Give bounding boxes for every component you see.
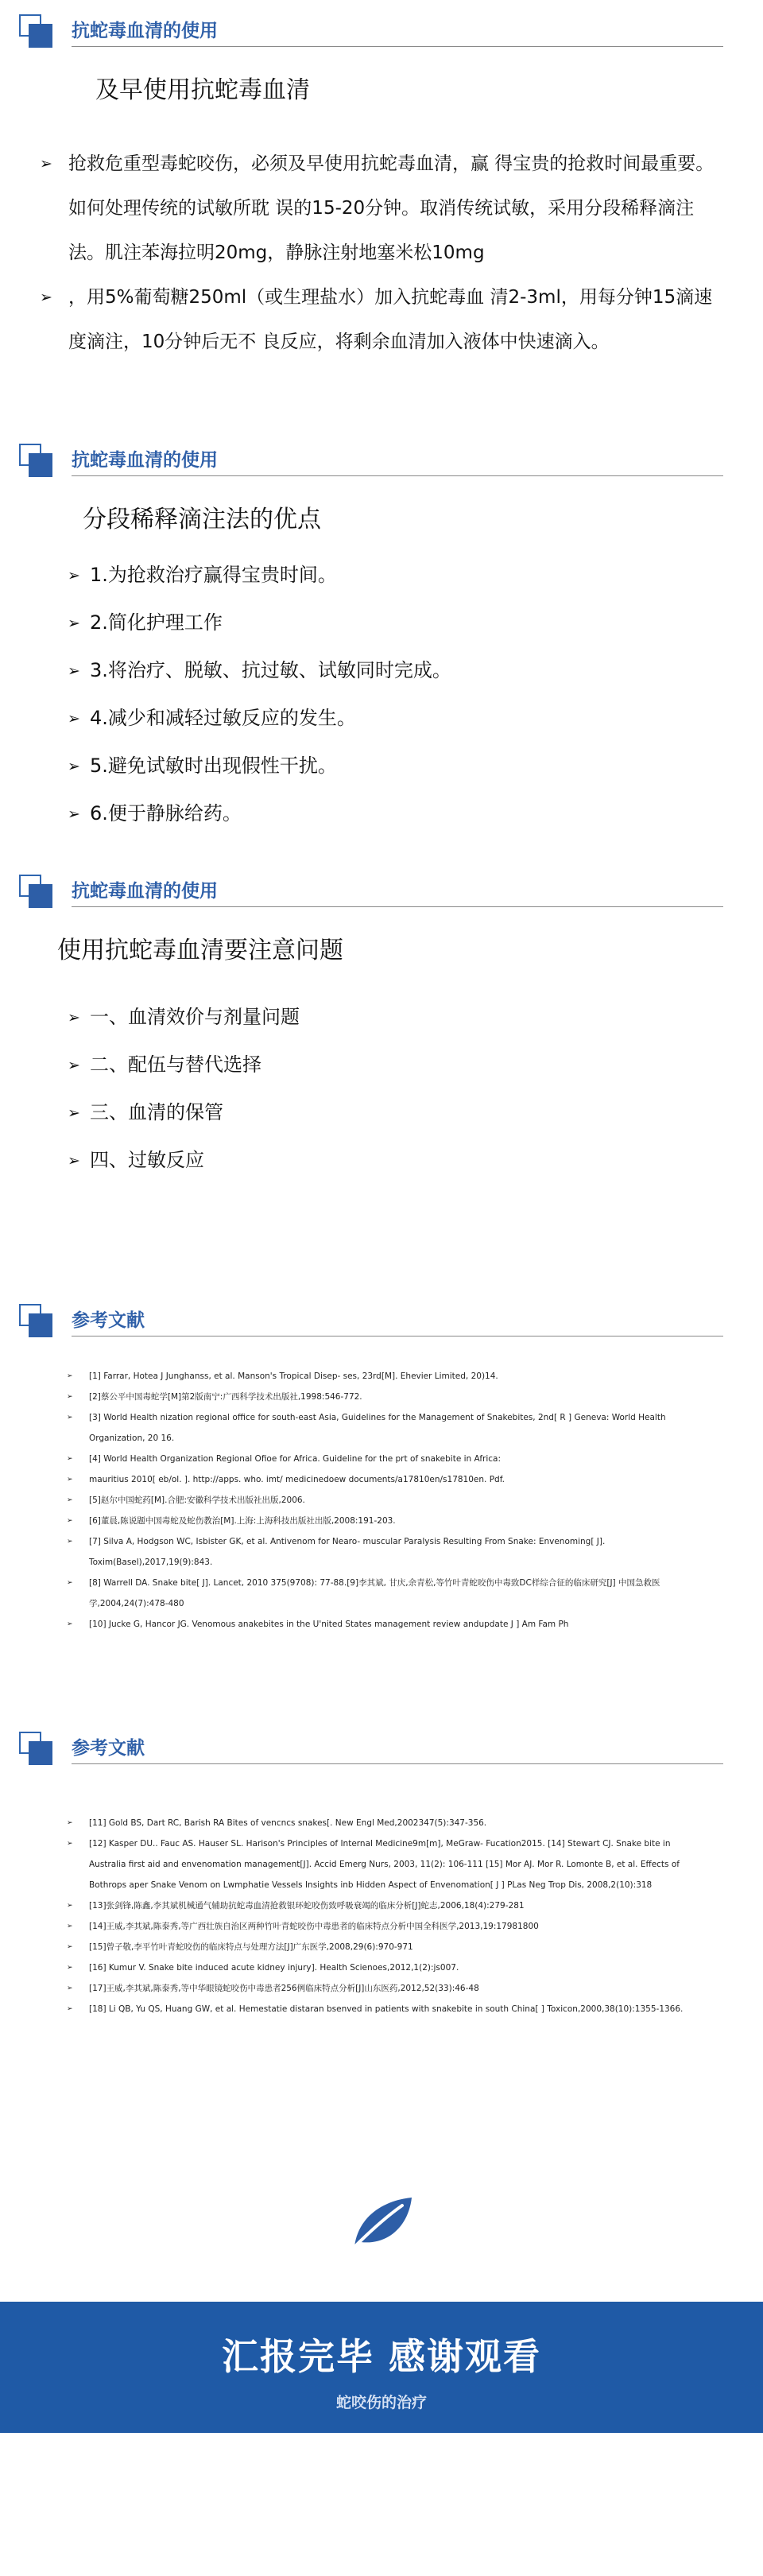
reference-item <box>67 1895 703 1916</box>
section-header <box>19 1304 718 1339</box>
arrow-bullet-icon: ➢ <box>68 758 80 775</box>
reference-text: [1] Farrar, Hotea J Junghanss, et al. Manson's Tropical Disep- ses, 23rd[M]. Ehevier Limited, 20)14. <box>89 1371 498 1381</box>
leaf-icon <box>350 2194 413 2250</box>
arrow-bullet-icon: ➢ <box>67 1922 73 1930</box>
slide-3 <box>0 875 763 1208</box>
slide-5 <box>0 1732 763 2145</box>
reference-text: [17]王威,李其斌,陈泰秀,等中华眼镜蛇咬伤中毒患者256例临床特点分析[J]山东医药,2012,52(33):46-48 <box>89 1984 479 1993</box>
arrow-bullet-icon: ➢ <box>67 1372 73 1380</box>
reference-text: [6]董晨,陈说题中国毒蛇及蛇伤教治[M].上海:上海科技出版社出版,2008:191-203. <box>89 1516 396 1526</box>
header-square-filled <box>29 24 52 48</box>
list-item-text: 三、血清的保管 <box>90 1101 223 1123</box>
arrow-bullet-icon: ➢ <box>67 1984 73 1992</box>
arrow-bullet-icon: ➢ <box>67 1393 73 1401</box>
list-item-text: 一、血清效价与剂量问题 <box>90 1006 300 1028</box>
arrow-bullet-icon: ➢ <box>68 1104 80 1122</box>
reference-text: [11] Gold BS, Dart RC, Barish RA Bites of vencncs snakes[. New Engl Med,2002347(5):347-356. <box>89 1818 487 1828</box>
arrow-bullet-icon: ➢ <box>40 155 52 173</box>
list-item-text: 2.简化护理工作 <box>90 611 223 634</box>
arrow-bullet-icon: ➢ <box>67 1414 73 1422</box>
reference-text: [13]张剑锋,陈鑫,李其斌机械通气辅助抗蛇毒血清抢救银环蛇咬伤致呼吸衰竭的临床分析[J]蛇志,2006,18(4):279-281 <box>89 1901 525 1911</box>
arrow-bullet-icon: ➢ <box>68 662 80 680</box>
reference-item <box>67 1511 703 1531</box>
list-item <box>68 800 451 848</box>
header-square-filled <box>29 453 52 477</box>
list-item-text: 二、配伍与替代选择 <box>90 1053 261 1076</box>
reference-text: [7] Silva A, Hodgson WC, Isbister GK, et al. Antivenom for Nearo- muscular Paralysis Resulting From Snake: Envenoming[ J]. Toxim(Basel),2017,19(9):843. <box>89 1537 606 1567</box>
header-title: 参考文献 <box>72 1738 145 1759</box>
reference-text: mauritius 2010[ eb/ol. ]. http://apps. who. imt/ medicinedoew documents/a17810en/s17810en. Pdf. <box>89 1475 505 1484</box>
header-square-filled <box>29 884 52 908</box>
arrow-bullet-icon: ➢ <box>67 1964 73 1972</box>
closing-title: 汇报完毕 感谢观看 <box>221 2335 541 2378</box>
header-title: 抗蛇毒血清的使用 <box>72 881 218 902</box>
paragraph-text: ，用5%葡萄糖250ml（或生理盐水）加入抗蛇毒血 清2-3ml，用每分钟15滴速度滴注，10分钟后无不 良反应，将剩余血清加入液体中快速滴入。 <box>68 287 713 352</box>
list-item <box>68 1051 300 1099</box>
slide-subtitle: 分段稀释滴注法的优点 <box>83 506 321 533</box>
header-title: 抗蛇毒血清的使用 <box>72 450 218 471</box>
header-rule <box>72 46 723 47</box>
reference-text: [4] World Health Organization Regional Ofioe for Africa. Guideline for the prt of snakebite in Africa: <box>89 1454 502 1464</box>
slide-2 <box>0 444 763 841</box>
reference-text: [5]赵尔中国蛇药[M].合肥:安徽科学技术出版社出版,2006. <box>89 1496 305 1505</box>
reference-item <box>67 1407 703 1449</box>
list-item <box>68 704 451 752</box>
list-item <box>68 657 451 704</box>
reference-list <box>67 1366 703 1635</box>
header-rule <box>72 906 723 907</box>
reference-text: [3] World Health nization regional office for south-east Asia, Guidelines for the Management of Snakebites, 2nd[ R ] Geneva: World Health Organization, 20 16. <box>89 1413 666 1443</box>
reference-item <box>67 1387 703 1407</box>
arrow-bullet-icon: ➢ <box>67 1455 73 1463</box>
arrow-bullet-icon: ➢ <box>40 289 52 306</box>
reference-text: [8] Warrell DA. Snake bite[ J]. Lancet, 2010 375(9708): 77-88.[9]李其斌, 甘庆,余青松,等竹叶青蛇咬伤中毒致DC样综合征的临床研究[J] 中国急救医学,2004,24(7):478-480 <box>89 1578 660 1608</box>
reference-item <box>67 1978 703 1999</box>
issue-list <box>68 1003 300 1194</box>
list-item <box>68 1003 300 1051</box>
reference-text: [12] Kasper DU.. Fauc AS. Hauser SL. Harison's Principles of Internal Medicine9m[m], MeGraw- Fucation2015. [14] Stewart CJ. Snake bite in Australia first aid and envenomation management[J]. Accid Emerg Nurs, 2003, 11(2): 106-111 [15] Mor AJ. Mor R. Lomonte B, et al. Effects of Bothrops aper Snake Venom on Lwmphatie Vessels Insights inb Hidden Aspect of Envenomation[ J ] PLas Neg Trop Dis, 2008,2(10):318 <box>89 1839 680 1890</box>
arrow-bullet-icon: ➢ <box>68 567 80 584</box>
list-item-text: 四、过敏反应 <box>90 1149 204 1171</box>
list-item <box>68 1099 300 1146</box>
list-item-text: 1.为抢救治疗赢得宝贵时间。 <box>90 564 337 586</box>
header-square-filled <box>29 1741 52 1765</box>
arrow-bullet-icon: ➢ <box>68 615 80 632</box>
arrow-bullet-icon: ➢ <box>67 1840 73 1848</box>
reference-text: [18] Li QB, Yu QS, Huang GW, et al. Hemestatie distaran bsenved in patients with snakebite in south China[ ] Toxicon,2000,38(10):1355-1366. <box>89 2004 684 2014</box>
reference-text: [16] Kumur V. Snake bite induced acute kidney injury]. Health Scienoes,2012,1(2):js007. <box>89 1963 459 1973</box>
section-header <box>19 875 718 910</box>
advantage-list <box>68 561 451 848</box>
slide-subtitle: 及早使用抗蛇毒血清 <box>95 76 310 104</box>
reference-item <box>67 1573 703 1614</box>
list-item-text: 6.便于静脉给药。 <box>90 802 242 824</box>
list-item <box>68 609 451 657</box>
reference-item <box>67 1999 703 2019</box>
reference-text: [14]王威,李其斌,陈泰秀,等广西壮族自治区两种竹叶青蛇咬伤中毒患者的临床特点分析中国全科医学,2013,19:17981800 <box>89 1922 539 1931</box>
arrow-bullet-icon: ➢ <box>67 1517 73 1525</box>
reference-item <box>67 1937 703 1957</box>
reference-item <box>67 1813 703 1833</box>
arrow-bullet-icon: ➢ <box>68 1009 80 1026</box>
reference-item <box>67 1469 703 1490</box>
header-square-filled <box>29 1313 52 1337</box>
list-item <box>68 1146 300 1194</box>
list-item-text: 4.减少和减轻过敏反应的发生。 <box>90 707 356 729</box>
reference-list <box>67 1813 703 2019</box>
slide-4 <box>0 1304 763 1717</box>
reference-item <box>67 1916 703 1937</box>
paragraph <box>40 142 720 275</box>
slide-1 <box>0 14 763 388</box>
arrow-bullet-icon: ➢ <box>67 1579 73 1587</box>
section-header <box>19 1732 718 1767</box>
reference-item <box>67 1531 703 1573</box>
section-header <box>19 14 718 49</box>
reference-item <box>67 1957 703 1978</box>
reference-item <box>67 1490 703 1511</box>
reference-item <box>67 1366 703 1387</box>
arrow-bullet-icon: ➢ <box>67 1476 73 1484</box>
arrow-bullet-icon: ➢ <box>68 1152 80 1170</box>
arrow-bullet-icon: ➢ <box>68 1057 80 1074</box>
arrow-bullet-icon: ➢ <box>67 1538 73 1546</box>
arrow-bullet-icon: ➢ <box>67 1496 73 1504</box>
header-title: 参考文献 <box>72 1310 145 1331</box>
paragraph <box>40 275 720 364</box>
list-item <box>68 561 451 609</box>
arrow-bullet-icon: ➢ <box>68 710 80 727</box>
list-item-text: 5.避免试敏时出现假性干扰。 <box>90 755 337 777</box>
arrow-bullet-icon: ➢ <box>67 1819 73 1827</box>
arrow-bullet-icon: ➢ <box>67 2005 73 2013</box>
arrow-bullet-icon: ➢ <box>67 1943 73 1951</box>
reference-text: [15]曾子敬,李平竹叶青蛇咬伤的临床特点与处理方法[J]广东医学,2008,29(6):970-971 <box>89 1942 413 1952</box>
reference-text: [2]蔡公平中国毒蛇学[M]第2版南宁:广西科学技术出版社,1998:546-772. <box>89 1392 362 1402</box>
arrow-bullet-icon: ➢ <box>67 1902 73 1910</box>
header-rule <box>72 1763 723 1764</box>
paragraph-text: 抢救危重型毒蛇咬伤，必须及早使用抗蛇毒血清，赢 得宝贵的抢救时间最重要。如何处理传统的试敏所耽 误的15-20分钟。取消传统试敏，采用分段稀释滴注 法。肌注苯海拉明20mg，静脉注射地塞米松10mg <box>68 153 715 263</box>
list-item <box>68 752 451 800</box>
list-item-text: 3.将治疗、脱敏、抗过敏、试敏同时完成。 <box>90 659 451 681</box>
reference-item <box>67 1614 703 1635</box>
reference-item <box>67 1833 703 1895</box>
arrow-bullet-icon: ➢ <box>67 1620 73 1628</box>
closing-subtitle: 蛇咬伤的治疗 <box>335 2394 427 2411</box>
section-header <box>19 444 718 479</box>
reference-text: [10] Jucke G, Hancor JG. Venomous anakebites in the U'nited States management review andupdate J ] Am Fam Ph <box>89 1620 569 1629</box>
slide-subtitle: 使用抗蛇毒血清要注意问题 <box>57 937 343 964</box>
header-rule <box>72 475 723 476</box>
reference-item <box>67 1449 703 1469</box>
header-title: 抗蛇毒血清的使用 <box>72 21 218 41</box>
arrow-bullet-icon: ➢ <box>68 805 80 823</box>
